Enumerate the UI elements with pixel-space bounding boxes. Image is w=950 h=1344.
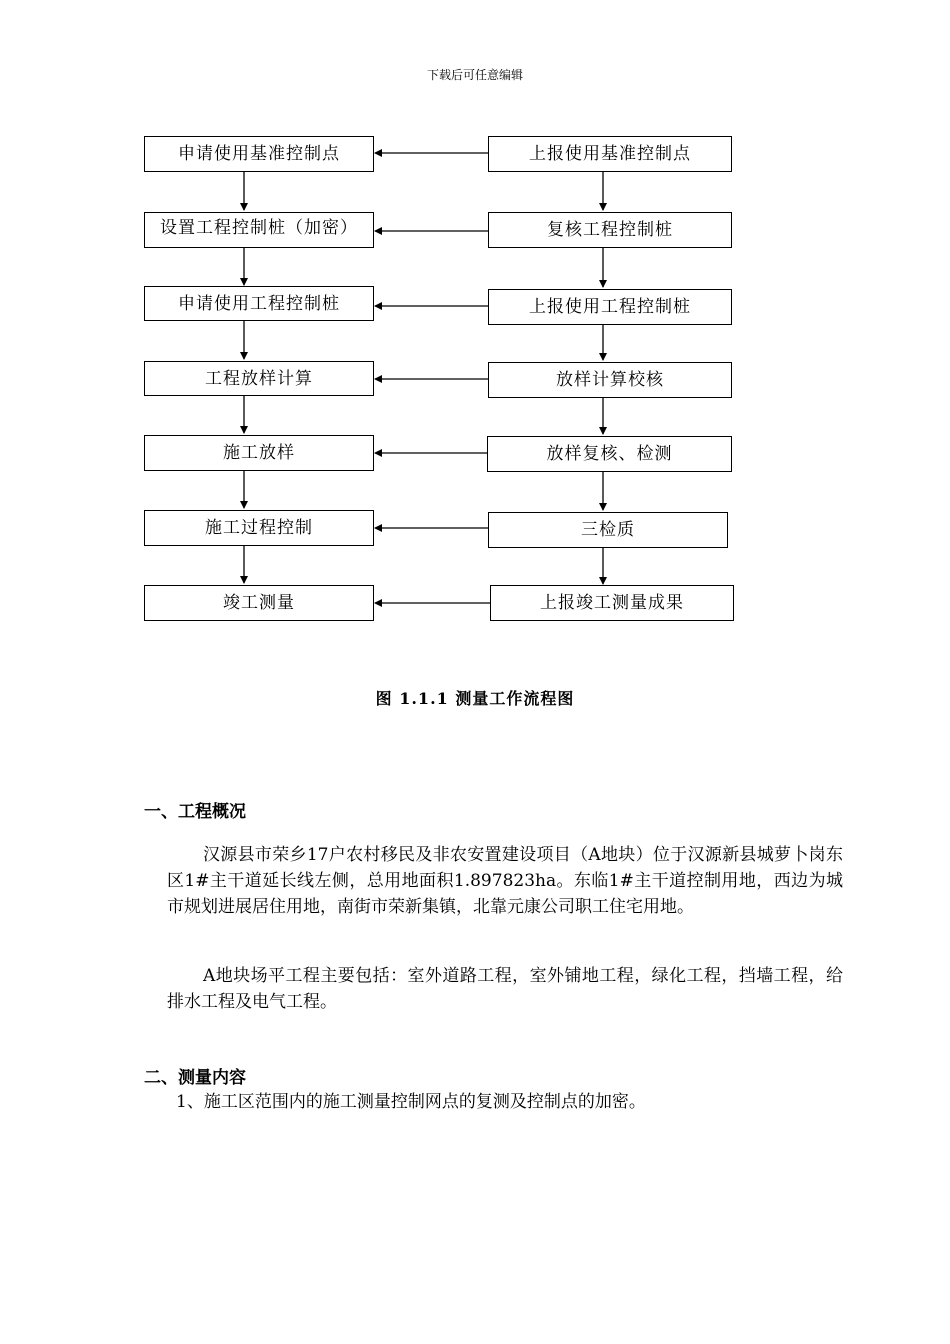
flow-box-report-control-pile: 上报使用工程控制桩: [488, 289, 732, 325]
survey-content-item-1: 1、施工区范围内的施工测量控制网点的复测及控制点的加密。: [176, 1092, 646, 1112]
flow-box-layout-calculation: 工程放样计算: [144, 361, 374, 396]
flow-box-completion-survey: 竣工测量: [144, 585, 374, 621]
flow-box-report-benchmark: 上报使用基准控制点: [488, 136, 732, 172]
flow-box-report-completion: 上报竣工测量成果: [490, 585, 734, 621]
measurement-flowchart: [0, 0, 950, 640]
download-note: 下载后可任意编辑: [426, 68, 523, 82]
section-heading-survey-content: 二、测量内容: [144, 1068, 246, 1088]
overview-paragraph-2b: A地块场平工程主要包括：室外道路工程，室外铺地工程，绿化工程，挡墙工程，给排水工程及电气工程。: [167, 966, 843, 1012]
flow-box-process-control: 施工过程控制: [144, 510, 374, 546]
flow-box-layout-recheck: 放样复核、检测: [487, 436, 732, 472]
figure-caption: 图 1.1.1 测量工作流程图: [375, 689, 575, 708]
overview-paragraph-1: 汉源县市荣乡17户农村移民及非农安置建设项目（A地块）位于汉源新县城萝卜岗东区1#主干道延长线左侧，总用地面积1.897823ha。东临1#主干道控制用地，西边为城市规划进展居住用地，南街市荣新集镇，北靠元康公司职工住宅用地。: [167, 845, 843, 917]
flow-box-set-control-pile: 设置工程控制桩（加密）: [144, 212, 374, 248]
section-heading-overview: 一、工程概况: [144, 802, 246, 822]
flow-box-construction-layout: 施工放样: [144, 435, 374, 471]
flow-box-three-inspections: 三检质: [488, 512, 728, 548]
flow-box-layout-calc-check: 放样计算校核: [488, 362, 732, 398]
flow-box-recheck-control-pile: 复核工程控制桩: [488, 212, 732, 248]
flow-box-apply-benchmark: 申请使用基准控制点: [144, 136, 374, 172]
flowchart-arrows: [0, 0, 950, 640]
flow-box-apply-control-pile: 申请使用工程控制桩: [144, 286, 374, 321]
